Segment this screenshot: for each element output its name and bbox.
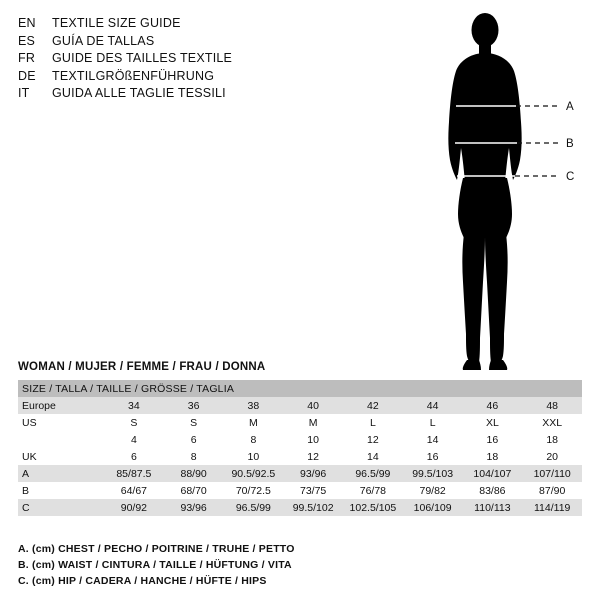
table-cell: M [224, 414, 284, 431]
language-code: FR [18, 51, 36, 65]
table-cell: 36 [164, 397, 224, 414]
table-cell: 93/96 [283, 465, 343, 482]
table-cell: 42 [343, 397, 403, 414]
legend-line: A. (cm) CHEST / PECHO / POITRINE / TRUHE / PETTO [18, 543, 295, 555]
language-row [18, 34, 348, 52]
table-row [18, 431, 582, 448]
table-cell: 20 [522, 448, 582, 465]
language-code: IT [18, 86, 30, 100]
legend-line: C. (cm) HIP / CADERA / HANCHE / HÜFTE / HIPS [18, 575, 267, 587]
row-label: US [18, 414, 104, 431]
table-cell: 10 [224, 448, 284, 465]
table-cell: 79/82 [403, 482, 463, 499]
table-cell: 38 [224, 397, 284, 414]
table-cell: 96.5/99 [343, 465, 403, 482]
table-cell: 68/70 [164, 482, 224, 499]
table-cell: 106/109 [403, 499, 463, 516]
table-cell: 34 [104, 397, 164, 414]
female-body-figure [400, 8, 600, 378]
table-cell: L [403, 414, 463, 431]
marker-label-a: A [566, 101, 574, 113]
table-cell: 104/107 [463, 465, 523, 482]
language-code: ES [18, 33, 36, 48]
table-cell: 8 [224, 431, 284, 448]
table-cell: 6 [104, 448, 164, 465]
language-title: GUIDA ALLE TAGLIE TESSILI [52, 86, 226, 100]
size-table-wrapper [18, 380, 582, 516]
language-title-list [18, 16, 348, 104]
table-cell: 8 [164, 448, 224, 465]
language-row [18, 51, 348, 69]
table-cell: 73/75 [283, 482, 343, 499]
row-label: A [18, 465, 104, 482]
row-label [18, 431, 104, 448]
table-cell: 40 [283, 397, 343, 414]
table-cell: 10 [283, 431, 343, 448]
table-row [18, 499, 582, 516]
legend-line: B. (cm) WAIST / CINTURA / TAILLE / HÜFTUNG / VITA [18, 559, 292, 571]
table-cell: 87/90 [522, 482, 582, 499]
language-title: TEXTILE SIZE GUIDE [52, 16, 181, 30]
table-cell: 76/78 [343, 482, 403, 499]
table-cell: 44 [403, 397, 463, 414]
row-label: UK [18, 448, 104, 465]
table-cell: 18 [463, 448, 523, 465]
row-label: Europe [18, 397, 104, 414]
table-cell: 85/87.5 [104, 465, 164, 482]
table-cell: 46 [463, 397, 523, 414]
marker-label-c: C [566, 171, 575, 183]
language-code: EN [18, 16, 36, 30]
table-cell: 88/90 [164, 465, 224, 482]
table-cell: L [343, 414, 403, 431]
row-label: C [18, 499, 104, 516]
table-cell: XXL [522, 414, 582, 431]
table-cell: 48 [522, 397, 582, 414]
table-cell: 107/110 [522, 465, 582, 482]
table-cell: 12 [283, 448, 343, 465]
language-row [18, 69, 348, 87]
table-header-label: SIZE / TALLA / TAILLE / GRÖSSE / TAGLIA [18, 380, 582, 397]
table-cell: 64/67 [104, 482, 164, 499]
table-cell: 90/92 [104, 499, 164, 516]
table-cell: 6 [164, 431, 224, 448]
table-row [18, 397, 582, 414]
language-title: TEXTILGRÖßENFÜHRUNG [52, 68, 215, 83]
body-silhouette-icon [400, 8, 600, 378]
table-cell: 114/119 [522, 499, 582, 516]
table-row [18, 482, 582, 499]
table-cell: 93/96 [164, 499, 224, 516]
size-table [18, 380, 582, 516]
table-cell: 14 [343, 448, 403, 465]
table-cell: 12 [343, 431, 403, 448]
table-cell: 102.5/105 [343, 499, 403, 516]
table-cell: 14 [403, 431, 463, 448]
table-cell: 4 [104, 431, 164, 448]
table-cell: 83/86 [463, 482, 523, 499]
table-cell: 110/113 [463, 499, 523, 516]
table-cell: 96.5/99 [224, 499, 284, 516]
row-label: B [18, 482, 104, 499]
table-cell: 16 [463, 431, 523, 448]
table-cell: 99.5/102 [283, 499, 343, 516]
marker-label-b: B [566, 138, 574, 150]
table-row [18, 465, 582, 482]
category-label: WOMAN / MUJER / FEMME / FRAU / DONNA [18, 361, 266, 373]
table-cell: M [283, 414, 343, 431]
language-title: GUÍA DE TALLAS [52, 33, 155, 48]
table-cell: 16 [403, 448, 463, 465]
table-cell: XL [463, 414, 523, 431]
table-header-row [18, 380, 582, 397]
table-row [18, 414, 582, 431]
table-cell: 70/72.5 [224, 482, 284, 499]
table-row [18, 448, 582, 465]
language-title: GUIDE DES TAILLES TEXTILE [52, 51, 233, 65]
measurement-legend [18, 541, 578, 589]
language-row [18, 16, 348, 34]
table-cell: 90.5/92.5 [224, 465, 284, 482]
table-cell: S [104, 414, 164, 431]
table-cell: 99.5/103 [403, 465, 463, 482]
language-row [18, 86, 348, 104]
table-cell: 18 [522, 431, 582, 448]
table-cell: S [164, 414, 224, 431]
language-code: DE [18, 68, 36, 83]
